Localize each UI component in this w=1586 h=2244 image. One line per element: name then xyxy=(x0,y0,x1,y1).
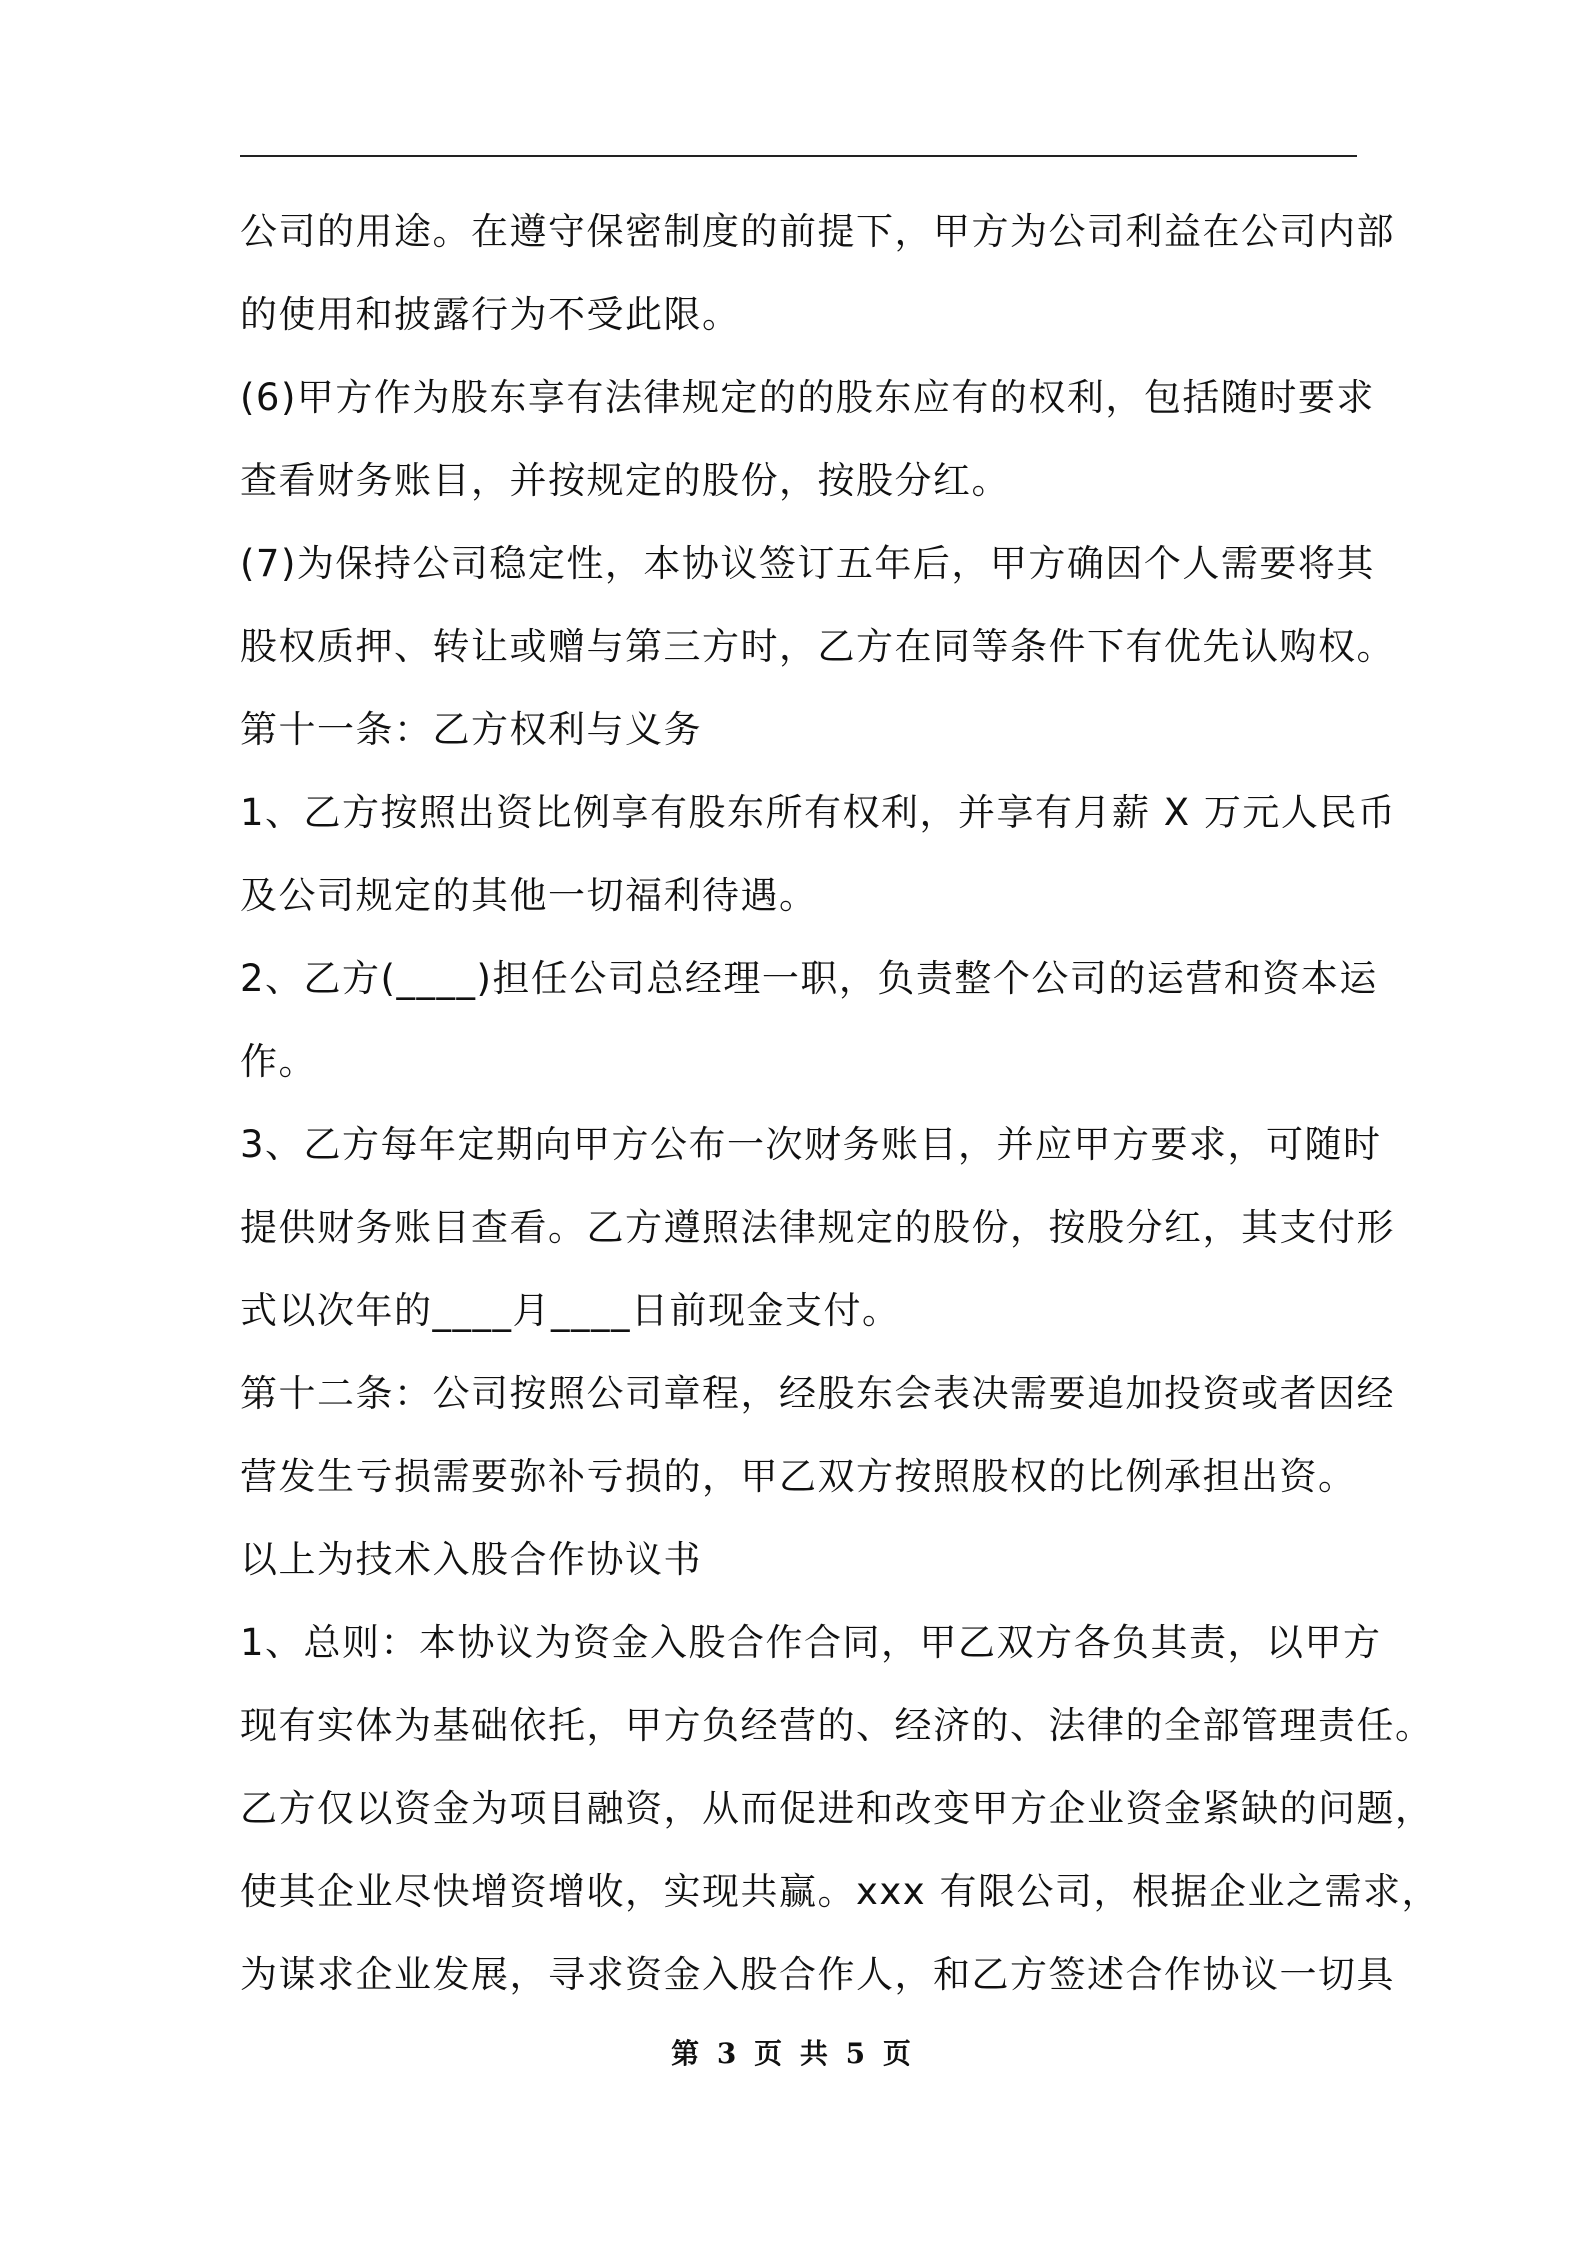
text-line: 使其企业尽快增资增收，实现共赢。xxx 有限公司，根据企业之需求， xyxy=(240,1870,1440,1913)
text-line: 1、总则：本协议为资金入股合作合同，甲乙双方各负其责，以甲方 xyxy=(240,1621,1382,1664)
text-line: 式以次年的____月____日前现金支付。 xyxy=(240,1289,901,1332)
text-line: 1、乙方按照出资比例享有股东所有权利，并享有月薪 X 万元人民币 xyxy=(240,791,1397,834)
section-heading: 以上为技术入股合作协议书 xyxy=(240,1538,702,1581)
text-line: 2、乙方(____)担任公司总经理一职，负责整个公司的运营和资本运 xyxy=(240,957,1378,1000)
text-line: 3、乙方每年定期向甲方公布一次财务账目，并应甲方要求，可随时 xyxy=(240,1123,1382,1166)
text-line: 营发生亏损需要弥补亏损的，甲乙双方按照股权的比例承担出资。 xyxy=(240,1455,1357,1498)
text-line: 提供财务账目查看。乙方遵照法律规定的股份，按股分红，其支付形 xyxy=(240,1206,1395,1249)
section-heading: 第十一条：乙方权利与义务 xyxy=(240,708,702,751)
text-line: 查看财务账目，并按规定的股份，按股分红。 xyxy=(240,459,1010,502)
page-number: 第 3 页 共 5 页 xyxy=(671,2037,915,2070)
text-line: 乙方仅以资金为项目融资，从而促进和改变甲方企业资金紧缺的问题， xyxy=(240,1787,1434,1830)
header-rule xyxy=(240,155,1357,157)
text-line: 现有实体为基础依托，甲方负经营的、经济的、法律的全部管理责任。 xyxy=(240,1704,1434,1747)
text-line: 及公司规定的其他一切福利待遇。 xyxy=(240,874,818,917)
text-line: 股权质押、转让或赠与第三方时，乙方在同等条件下有优先认购权。 xyxy=(240,625,1395,668)
text-line: 为谋求企业发展，寻求资金入股合作人，和乙方签述合作协议一切具 xyxy=(240,1953,1395,1996)
text-line: 第十二条：公司按照公司章程，经股东会表决需要追加投资或者因经 xyxy=(240,1372,1395,1415)
text-line: 作。 xyxy=(240,1040,317,1083)
text-line: 公司的用途。在遵守保密制度的前提下，甲方为公司利益在公司内部 xyxy=(240,210,1395,253)
text-line: (6)甲方作为股东享有法律规定的的股东应有的权利，包括随时要求 xyxy=(240,376,1375,419)
text-line: 的使用和披露行为不受此限。 xyxy=(240,293,741,336)
document-body xyxy=(240,190,1440,2016)
text-line: (7)为保持公司稳定性，本协议签订五年后，甲方确因个人需要将其 xyxy=(240,542,1375,585)
